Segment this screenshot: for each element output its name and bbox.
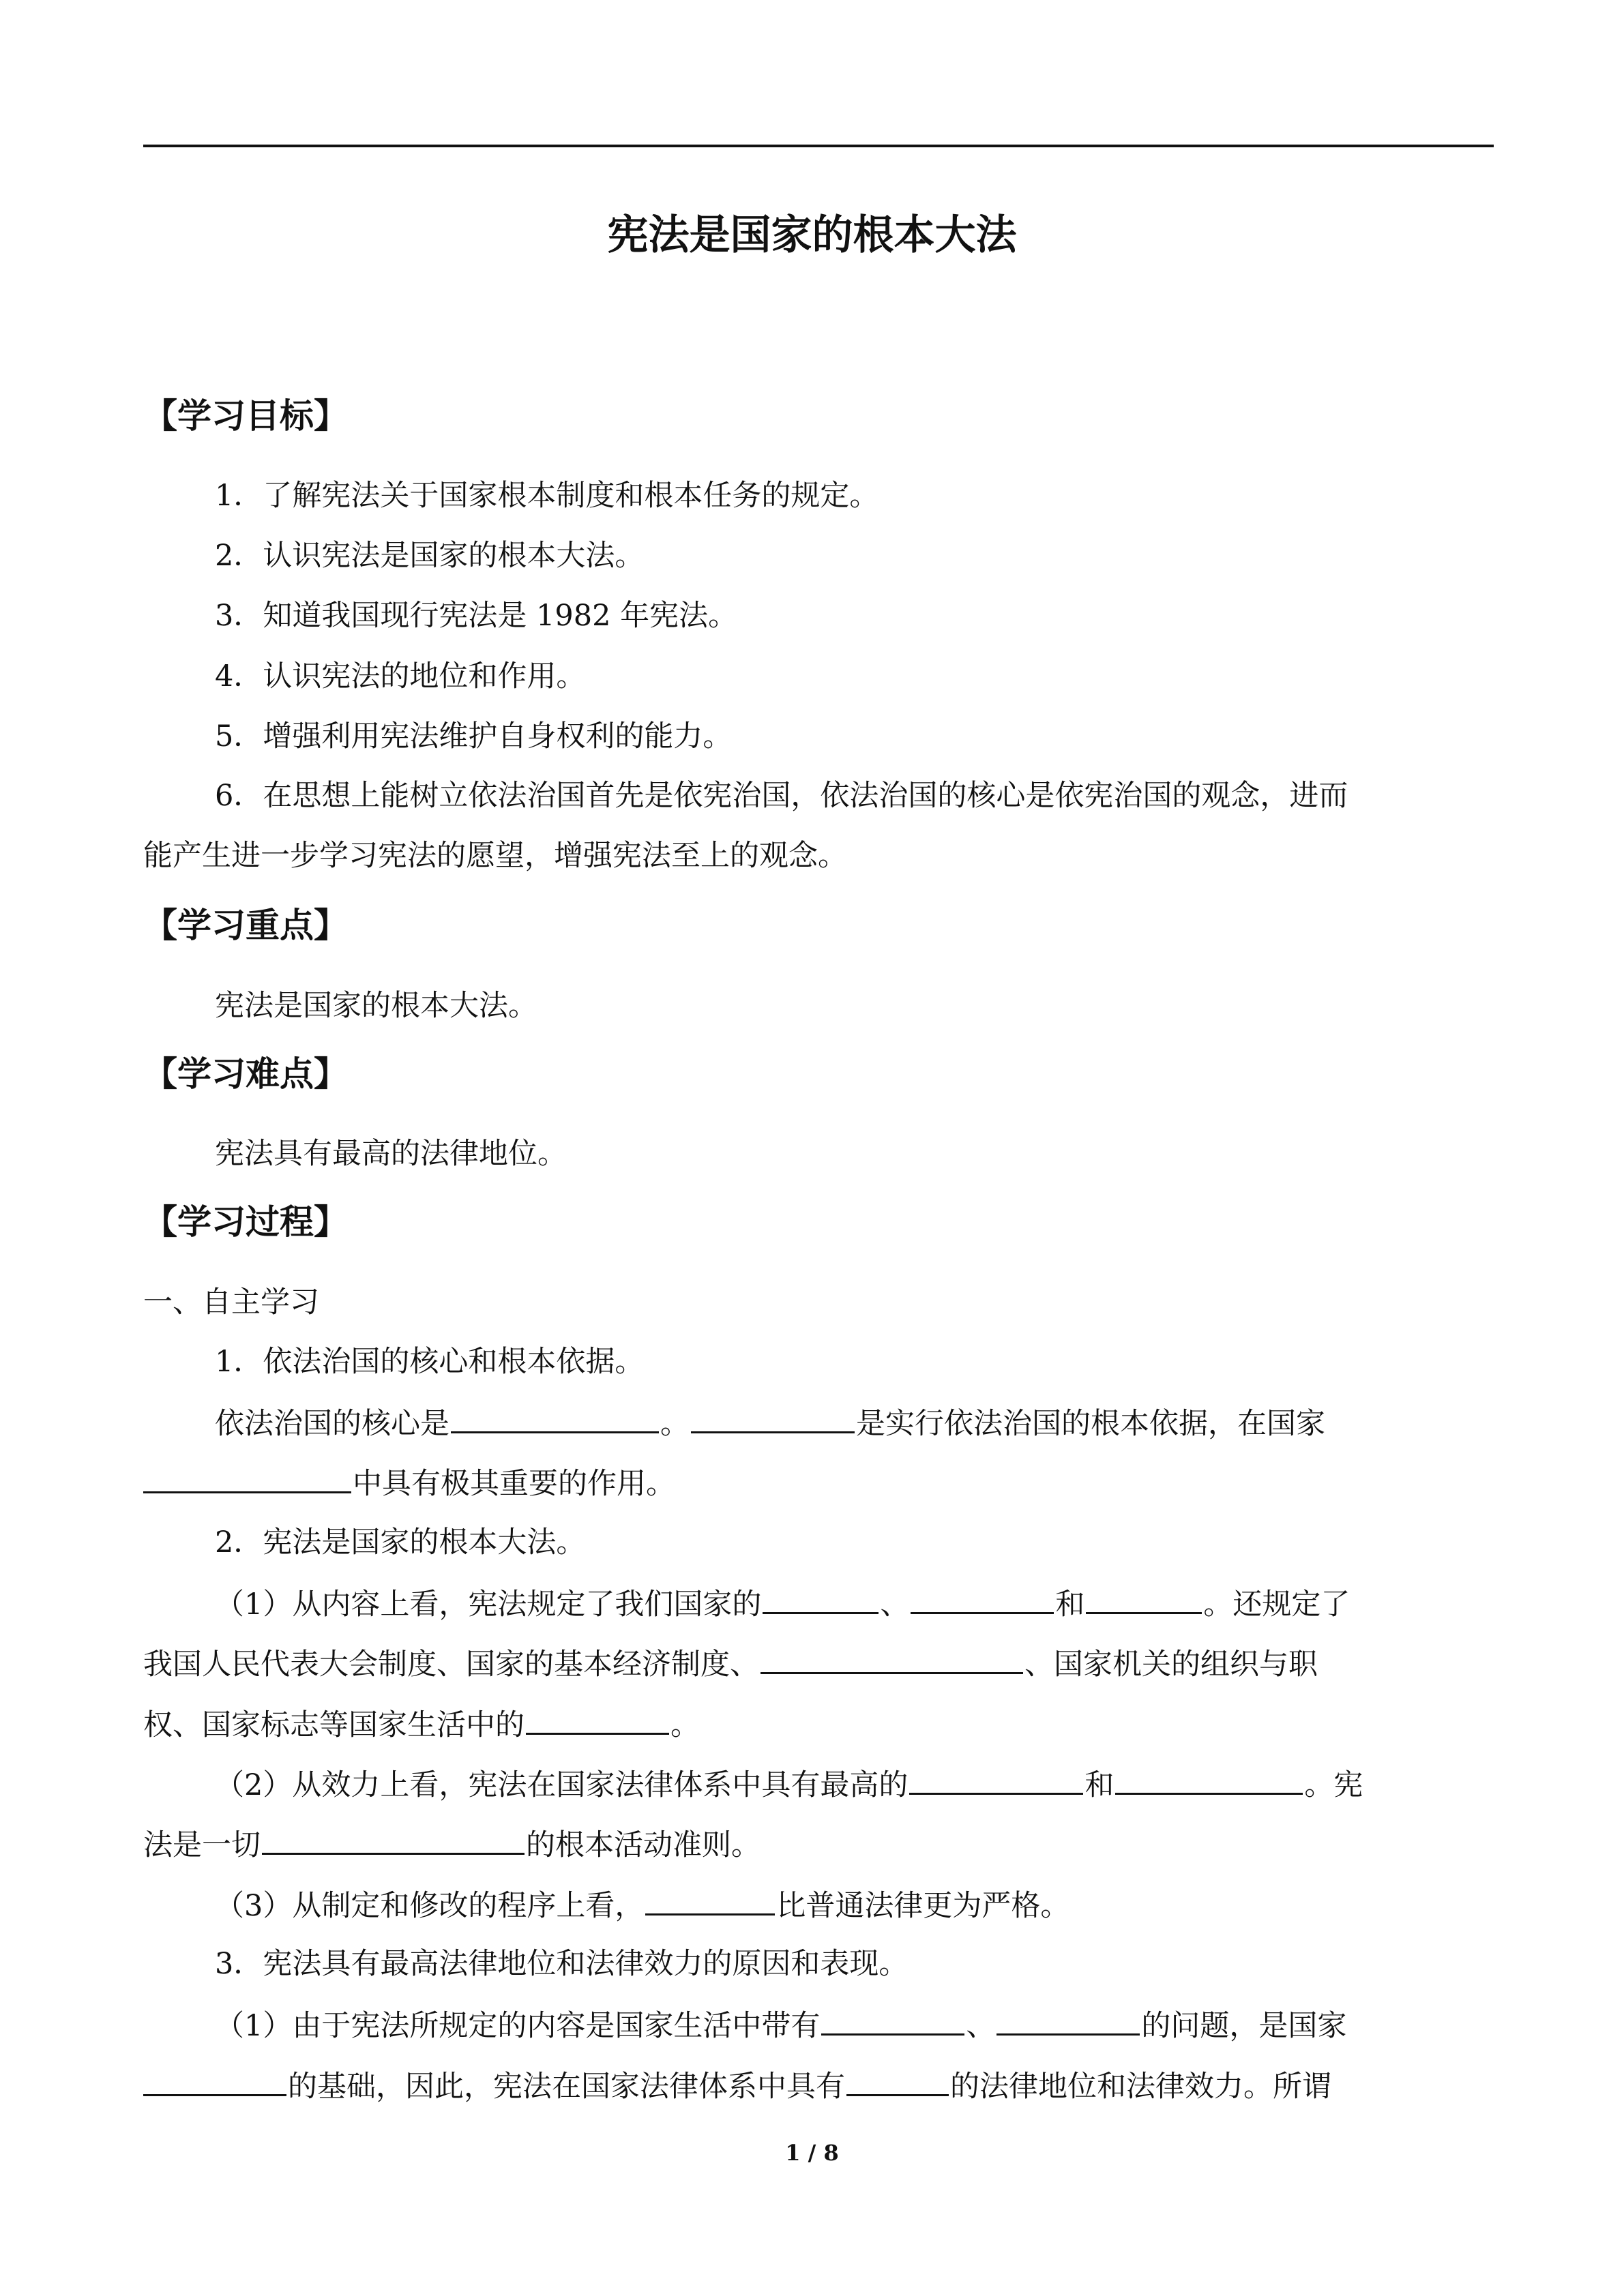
section-self-study: 一、自主学习 xyxy=(143,1285,319,1320)
key-point-text: 宪法是国家的根本大法。 xyxy=(215,989,537,1023)
heading-objectives: 【学习目标】 xyxy=(143,396,348,436)
fill-blank[interactable] xyxy=(763,1582,879,1614)
objective-item-continued: 能产生进一步学习宪法的愿望，增强宪法至上的观念。 xyxy=(143,839,847,873)
objective-item: 2．认识宪法是国家的根本大法。 xyxy=(215,539,645,573)
fill-blank[interactable] xyxy=(645,1883,775,1915)
fill-blank[interactable] xyxy=(1086,1582,1202,1614)
question-3-title: 3．宪法具有最高法律地位和法律效力的原因和表现。 xyxy=(215,1947,909,1981)
question-2-3-line-1: （3）从制定和修改的程序上看， 比普通法律更为严格。 xyxy=(215,1883,1069,1926)
question-2-2-line-1: （2）从效力上看，宪法在国家法律体系中具有最高的 和 。宪 xyxy=(215,1763,1363,1806)
document-title: 宪法是国家的根本大法 xyxy=(607,211,1017,259)
objective-item: 4．认识宪法的地位和作用。 xyxy=(215,659,586,694)
fill-blank[interactable] xyxy=(909,1763,1083,1795)
objective-item: 3．知道我国现行宪法是 1982 年宪法。 xyxy=(215,599,738,633)
fill-blank[interactable] xyxy=(262,1823,525,1855)
question-3-1-line-1: （1）由于宪法所规定的内容是国家生活中带有 、 的问题，是国家 xyxy=(215,2003,1346,2046)
question-2-title: 2．宪法是国家的根本大法。 xyxy=(215,1525,586,1560)
fill-blank[interactable] xyxy=(821,2003,964,2036)
question-3-1-line-2: 的基础，因此，宪法在国家法律体系中具有 的法律地位和法律效力。所谓 xyxy=(143,2064,1331,2107)
fill-blank[interactable] xyxy=(143,1461,351,1493)
fill-blank[interactable] xyxy=(911,1582,1054,1614)
question-2-1-line-1: （1）从内容上看，宪法规定了我们国家的 、 和 。还规定了 xyxy=(215,1582,1350,1625)
fill-blank[interactable] xyxy=(761,1642,1023,1674)
question-2-1-line-2: 我国人民代表大会制度、国家的基本经济制度、 、国家机关的组织与职 xyxy=(143,1642,1318,1685)
fill-blank[interactable] xyxy=(451,1401,659,1433)
objective-item: 1．了解宪法关于国家根本制度和根本任务的规定。 xyxy=(215,479,879,513)
fill-blank[interactable] xyxy=(143,2064,286,2096)
difficulty-text: 宪法具有最高的法律地位。 xyxy=(215,1137,567,1171)
heading-process: 【学习过程】 xyxy=(143,1202,348,1242)
fill-blank[interactable] xyxy=(526,1703,669,1735)
heading-key-points: 【学习重点】 xyxy=(143,906,348,945)
fill-blank[interactable] xyxy=(996,2003,1140,2036)
fill-blank[interactable] xyxy=(691,1401,855,1433)
question-1-title: 1．依法治国的核心和根本依据。 xyxy=(215,1345,645,1379)
question-2-1-line-3: 权、国家标志等国家生活中的 。 xyxy=(143,1703,700,1746)
question-2-2-line-2: 法是一切 的根本活动准则。 xyxy=(143,1823,761,1866)
fill-blank[interactable] xyxy=(1115,1763,1303,1795)
objective-item: 5．增强利用宪法维护自身权利的能力。 xyxy=(215,719,733,754)
fill-blank[interactable] xyxy=(846,2064,949,2096)
heading-difficulties: 【学习难点】 xyxy=(143,1054,348,1094)
question-1-line-2: 中具有极其重要的作用。 xyxy=(143,1461,675,1504)
page-number: 1 / 8 xyxy=(785,2140,839,2166)
objective-item: 6．在思想上能树立依法治国首先是依宪治国，依法治国的核心是依宪治国的观念，进而 xyxy=(215,779,1348,813)
header-rule xyxy=(143,145,1494,147)
question-1-line-1: 依法治国的核心是 。 是实行依法治国的根本依据，在国家 xyxy=(215,1401,1325,1444)
